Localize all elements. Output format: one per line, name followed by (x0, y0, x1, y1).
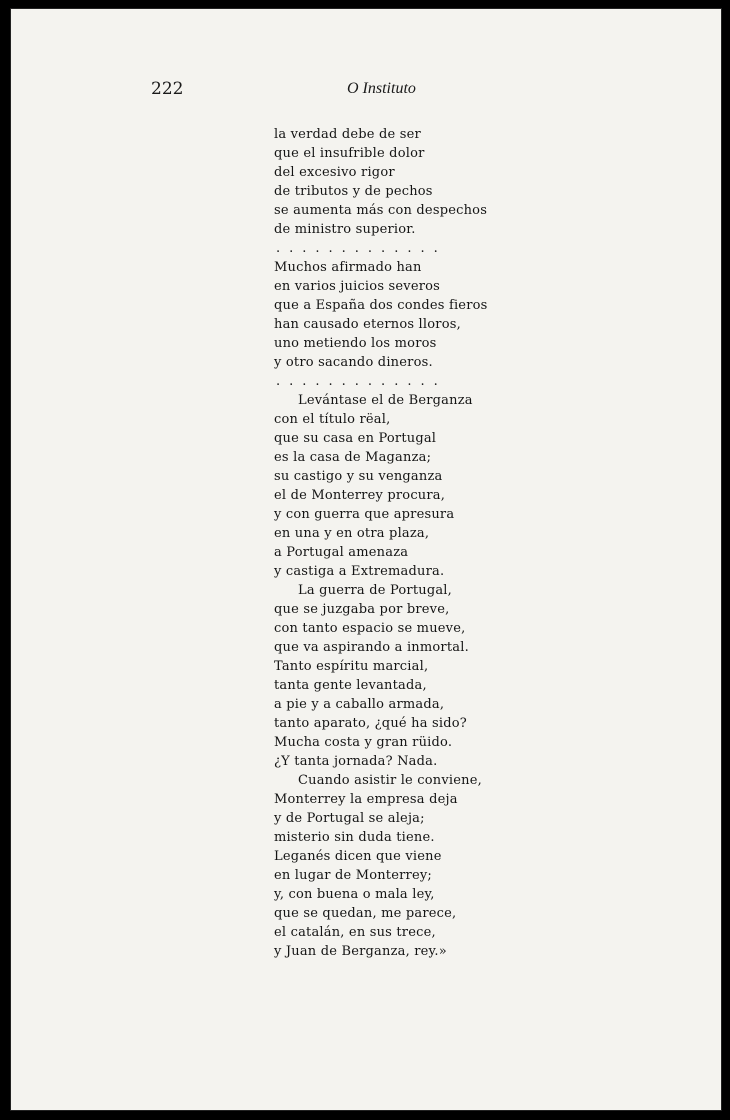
poem-line: que se juzgaba por breve, (274, 602, 450, 617)
poem-line: Mucha costa y gran rüido. (274, 735, 453, 750)
poem-line: Levántase el de Berganza (298, 393, 473, 408)
poem-line: y de Portugal se aleja; (274, 811, 425, 826)
poem-line: que se quedan, me parece, (274, 906, 457, 921)
poem-line: con el título rëal, (274, 412, 391, 427)
poem-line: y con guerra que apresura (274, 507, 455, 522)
poem-line: de ministro superior. (274, 222, 416, 237)
ellipsis-separator: ............. (276, 374, 447, 389)
poem-line: a Portugal amenaza (274, 545, 409, 560)
poem-line: Tanto espíritu marcial, (274, 659, 429, 674)
poem-line: ¿Y tanta jornada? Nada. (274, 754, 438, 769)
page-number: 222 (151, 79, 184, 99)
poem-line: del excesivo rigor (274, 165, 395, 180)
poem-line: misterio sin duda tiene. (274, 830, 435, 845)
poem-line: y Juan de Berganza, rey.» (274, 944, 447, 959)
poem-line: La guerra de Portugal, (298, 583, 452, 598)
poem-line: a pie y a caballo armada, (274, 697, 445, 712)
poem-line: Cuando asistir le conviene, (298, 773, 482, 788)
poem-line: en lugar de Monterrey; (274, 868, 432, 883)
poem-line: de tributos y de pechos (274, 184, 433, 199)
poem-line: y, con buena o mala ley, (274, 887, 435, 902)
poem-line: que su casa en Portugal (274, 431, 437, 446)
poem-line: tanta gente levantada, (274, 678, 427, 693)
ellipsis-separator: ............. (276, 241, 447, 256)
poem-line: el de Monterrey procura, (274, 488, 446, 503)
poem-line: se aumenta más con despechos (274, 203, 488, 218)
poem-line: el catalán, en sus trece, (274, 925, 436, 940)
poem-line: Leganés dicen que viene (274, 849, 442, 864)
poem-line: uno metiendo los moros (274, 336, 437, 351)
poem-line: Monterrey la empresa deja (274, 792, 458, 807)
poem-line: tanto aparato, ¿qué ha sido? (274, 716, 467, 731)
poem-line: en varios juicios severos (274, 279, 441, 294)
poem-line: que va aspirando a inmortal. (274, 640, 469, 655)
poem-line: y castiga a Extremadura. (274, 564, 445, 579)
poem-line: han causado eternos lloros, (274, 317, 461, 332)
running-title: O Instituto (347, 80, 416, 97)
poem-text (274, 125, 564, 961)
book-page (10, 8, 722, 1111)
poem-line: que el insufrible dolor (274, 146, 425, 161)
poem-line: que a España dos condes fieros (274, 298, 488, 313)
poem-line: y otro sacando dineros. (274, 355, 433, 370)
poem-line: su castigo y su venganza (274, 469, 443, 484)
poem-line: es la casa de Maganza; (274, 450, 432, 465)
poem-line: con tanto espacio se mueve, (274, 621, 466, 636)
poem-line: la verdad debe de ser (274, 127, 421, 142)
poem-line: Muchos afirmado han (274, 260, 422, 275)
poem-line: en una y en otra plaza, (274, 526, 430, 541)
